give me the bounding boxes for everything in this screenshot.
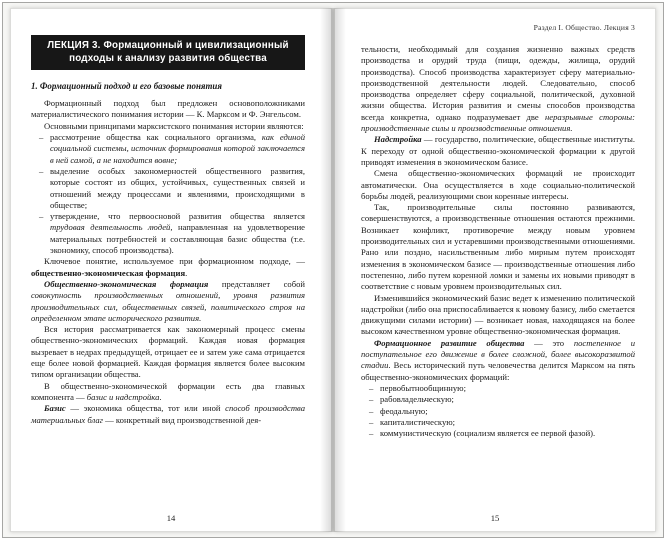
text-run: Формационный подход был предложен основоположниками материалистического понимания истории — К. Марксом и Ф. Энгельсом. (31, 98, 305, 120)
list-item (361, 428, 635, 439)
paragraph (361, 168, 635, 202)
text-run: капиталистическую; (380, 416, 456, 427)
list-item (361, 394, 635, 405)
text-run: — конкретный вид производственной дея- (103, 414, 262, 425)
lecture-title-box (31, 35, 305, 70)
text-run: рассмотрение общества как социального организма, (50, 132, 262, 143)
text-run: Формационное развитие общества (374, 337, 525, 348)
text-run: совокупность производственных отношений, уровня развития производительных сил, общественных связей, политического строя на определенном этапе исторического развития. (31, 290, 305, 323)
text-run: Надстройка (374, 134, 422, 145)
bullet-dash: – (369, 428, 374, 439)
text-run: — государство, политические, общественные институты. К переходу от одной общественно-экономической формации к другой приводят изменения в экономическом базисе. (361, 134, 635, 167)
left-page-content (31, 98, 305, 426)
running-header: Раздел I. Общество. Лекция 3 (533, 23, 635, 32)
text-run: базис и надстройка (86, 391, 160, 402)
bullet-dash: – (369, 382, 374, 393)
page-number-right: 15 (490, 513, 500, 523)
paragraph (361, 293, 635, 338)
text-run: Основными принципами марксистского понимания истории являются: (44, 120, 304, 131)
page-right (334, 8, 656, 532)
text-run: неразрывные стороны: производственные силы и производственные отношения. (361, 111, 635, 134)
text-run: Ключевое понятие, используемое при формационном подходе, — (44, 256, 305, 267)
text-run: . Весь исторический путь человечества делится Марксом на пять общественно-экономических формаций: (361, 360, 635, 382)
list-item (361, 417, 635, 428)
paragraph (361, 202, 635, 292)
text-run: как единой социальной системы, источник формирования которой заключается в ней самой, а не находится вовне; (50, 132, 305, 165)
paragraph (31, 121, 305, 132)
paragraph (31, 98, 305, 121)
text-run: Общественно-экономическая формация (44, 278, 209, 289)
text-run: способ производства материальных благ (31, 403, 305, 425)
text-run: , направленная на удовлетворение материальных потребностей и составляющая базис общества (т.е. экономику, способ производства). (50, 222, 305, 256)
text-run: Изменившийся экономический базис ведет к изменению политической надстройки (либо она приспосабливается к новому базису, либо сметается движущими силами истории) — возникает новая, находящаяся на более высоком качественном уровне общественно-экономическая формация. (361, 292, 635, 337)
bullet-dash: – (39, 165, 44, 176)
paragraph (361, 44, 635, 134)
list-item (361, 383, 635, 394)
bullet-dash: – (369, 416, 374, 427)
paragraph (31, 381, 305, 404)
text-run: Вся история рассматривается как закономерный процесс смены общественно-экономических формаций. Каждая новая формация вызревает в недрах предыдущей, отрицает ее и затем уже сама отрицается еще более новой формацией. Каждая формация является более высоким типом организации общества. (31, 324, 305, 380)
lecture-title-text: ЛЕКЦИЯ 3. Формационный и цивилизационный подходы к анализу развития общества (47, 40, 289, 64)
text-run: Базис (44, 403, 66, 414)
paragraph (31, 324, 305, 380)
text-run: феодальную; (380, 405, 428, 416)
bullet-dash: – (39, 132, 44, 143)
paragraph (361, 338, 635, 383)
paragraph (31, 403, 305, 426)
text-run: общественно-экономическая формация (31, 267, 186, 278)
paragraph (361, 134, 635, 168)
list-item (361, 406, 635, 417)
text-run: первобытнообщинную; (380, 382, 466, 393)
text-run: В общественно-экономической формации есть два главных компонента — (31, 380, 305, 402)
bullet-dash: – (369, 405, 374, 416)
section-heading: 1. Формационный подход и его базовые понятия (31, 81, 222, 92)
text-run: коммунистическую (социализм является ее первой фазой). (380, 428, 596, 439)
text-run: постепенное и поступательное его движение в более сложной, более высокоразвитой стадии (361, 337, 635, 371)
right-page-content (361, 44, 635, 439)
text-run: . (159, 391, 162, 402)
paragraph (31, 256, 305, 279)
text-run: трудовая деятельность людей (50, 222, 171, 233)
paragraph (31, 279, 305, 324)
page-left (10, 8, 332, 532)
scan-backdrop (2, 2, 664, 538)
text-run: Смена общественно-экономических формаций не происходит автоматически. Она осуществляется в ходе социально-политической борьбы людей, реализующими свои коренные интересы. (361, 168, 635, 201)
text-run: утверждение, что первоосновой развития общества является (50, 211, 305, 222)
text-run: . (185, 267, 188, 278)
list-item (31, 211, 305, 256)
text-run: — это (524, 337, 574, 348)
list-item (31, 132, 305, 166)
bullet-dash: – (369, 394, 374, 405)
text-run: Так, производительные силы постоянно развиваются, совершенствуются, а производственные отношения остаются прежними. Возникает конфликт, противоречие между новым уровнем производительных сил и устаревшими производственными отношениями. Рано или поздно, насильственным либо мирным путем происходят изменения в экономическом базисе — производственные отношения либо постепенно, либо путем коренной ломки и замены их новыми приводят в соответствие с новым уровнем производительных сил. (361, 202, 635, 292)
text-run: рабовладельческую; (380, 394, 454, 405)
text-run: представляет собой (208, 278, 305, 289)
book-spread (10, 8, 656, 532)
text-run: тельности, необходимый для создания жизненно важных средств производства и орудий труда (пищи, одежды, жилища, орудий производства). Способ производства характеризует сферу материально-производственной деятельности людей. Следовательно, способ производства определяет сферу социальной, политической, духовной жизни общества. История развития и смены способов производства всегда конкретна, однако подразумевает две (361, 44, 635, 122)
bullet-dash: – (39, 211, 44, 222)
list-item (31, 166, 305, 211)
text-run: выделение особых закономерностей общественного развития, которые состоят из общих, устойчивых, существенных связей и отношений между процессами и явлениями, происходящими в обществе; (50, 165, 305, 210)
page-number-left: 14 (166, 513, 176, 523)
text-run: — экономика общества, тот или иной (65, 403, 226, 414)
